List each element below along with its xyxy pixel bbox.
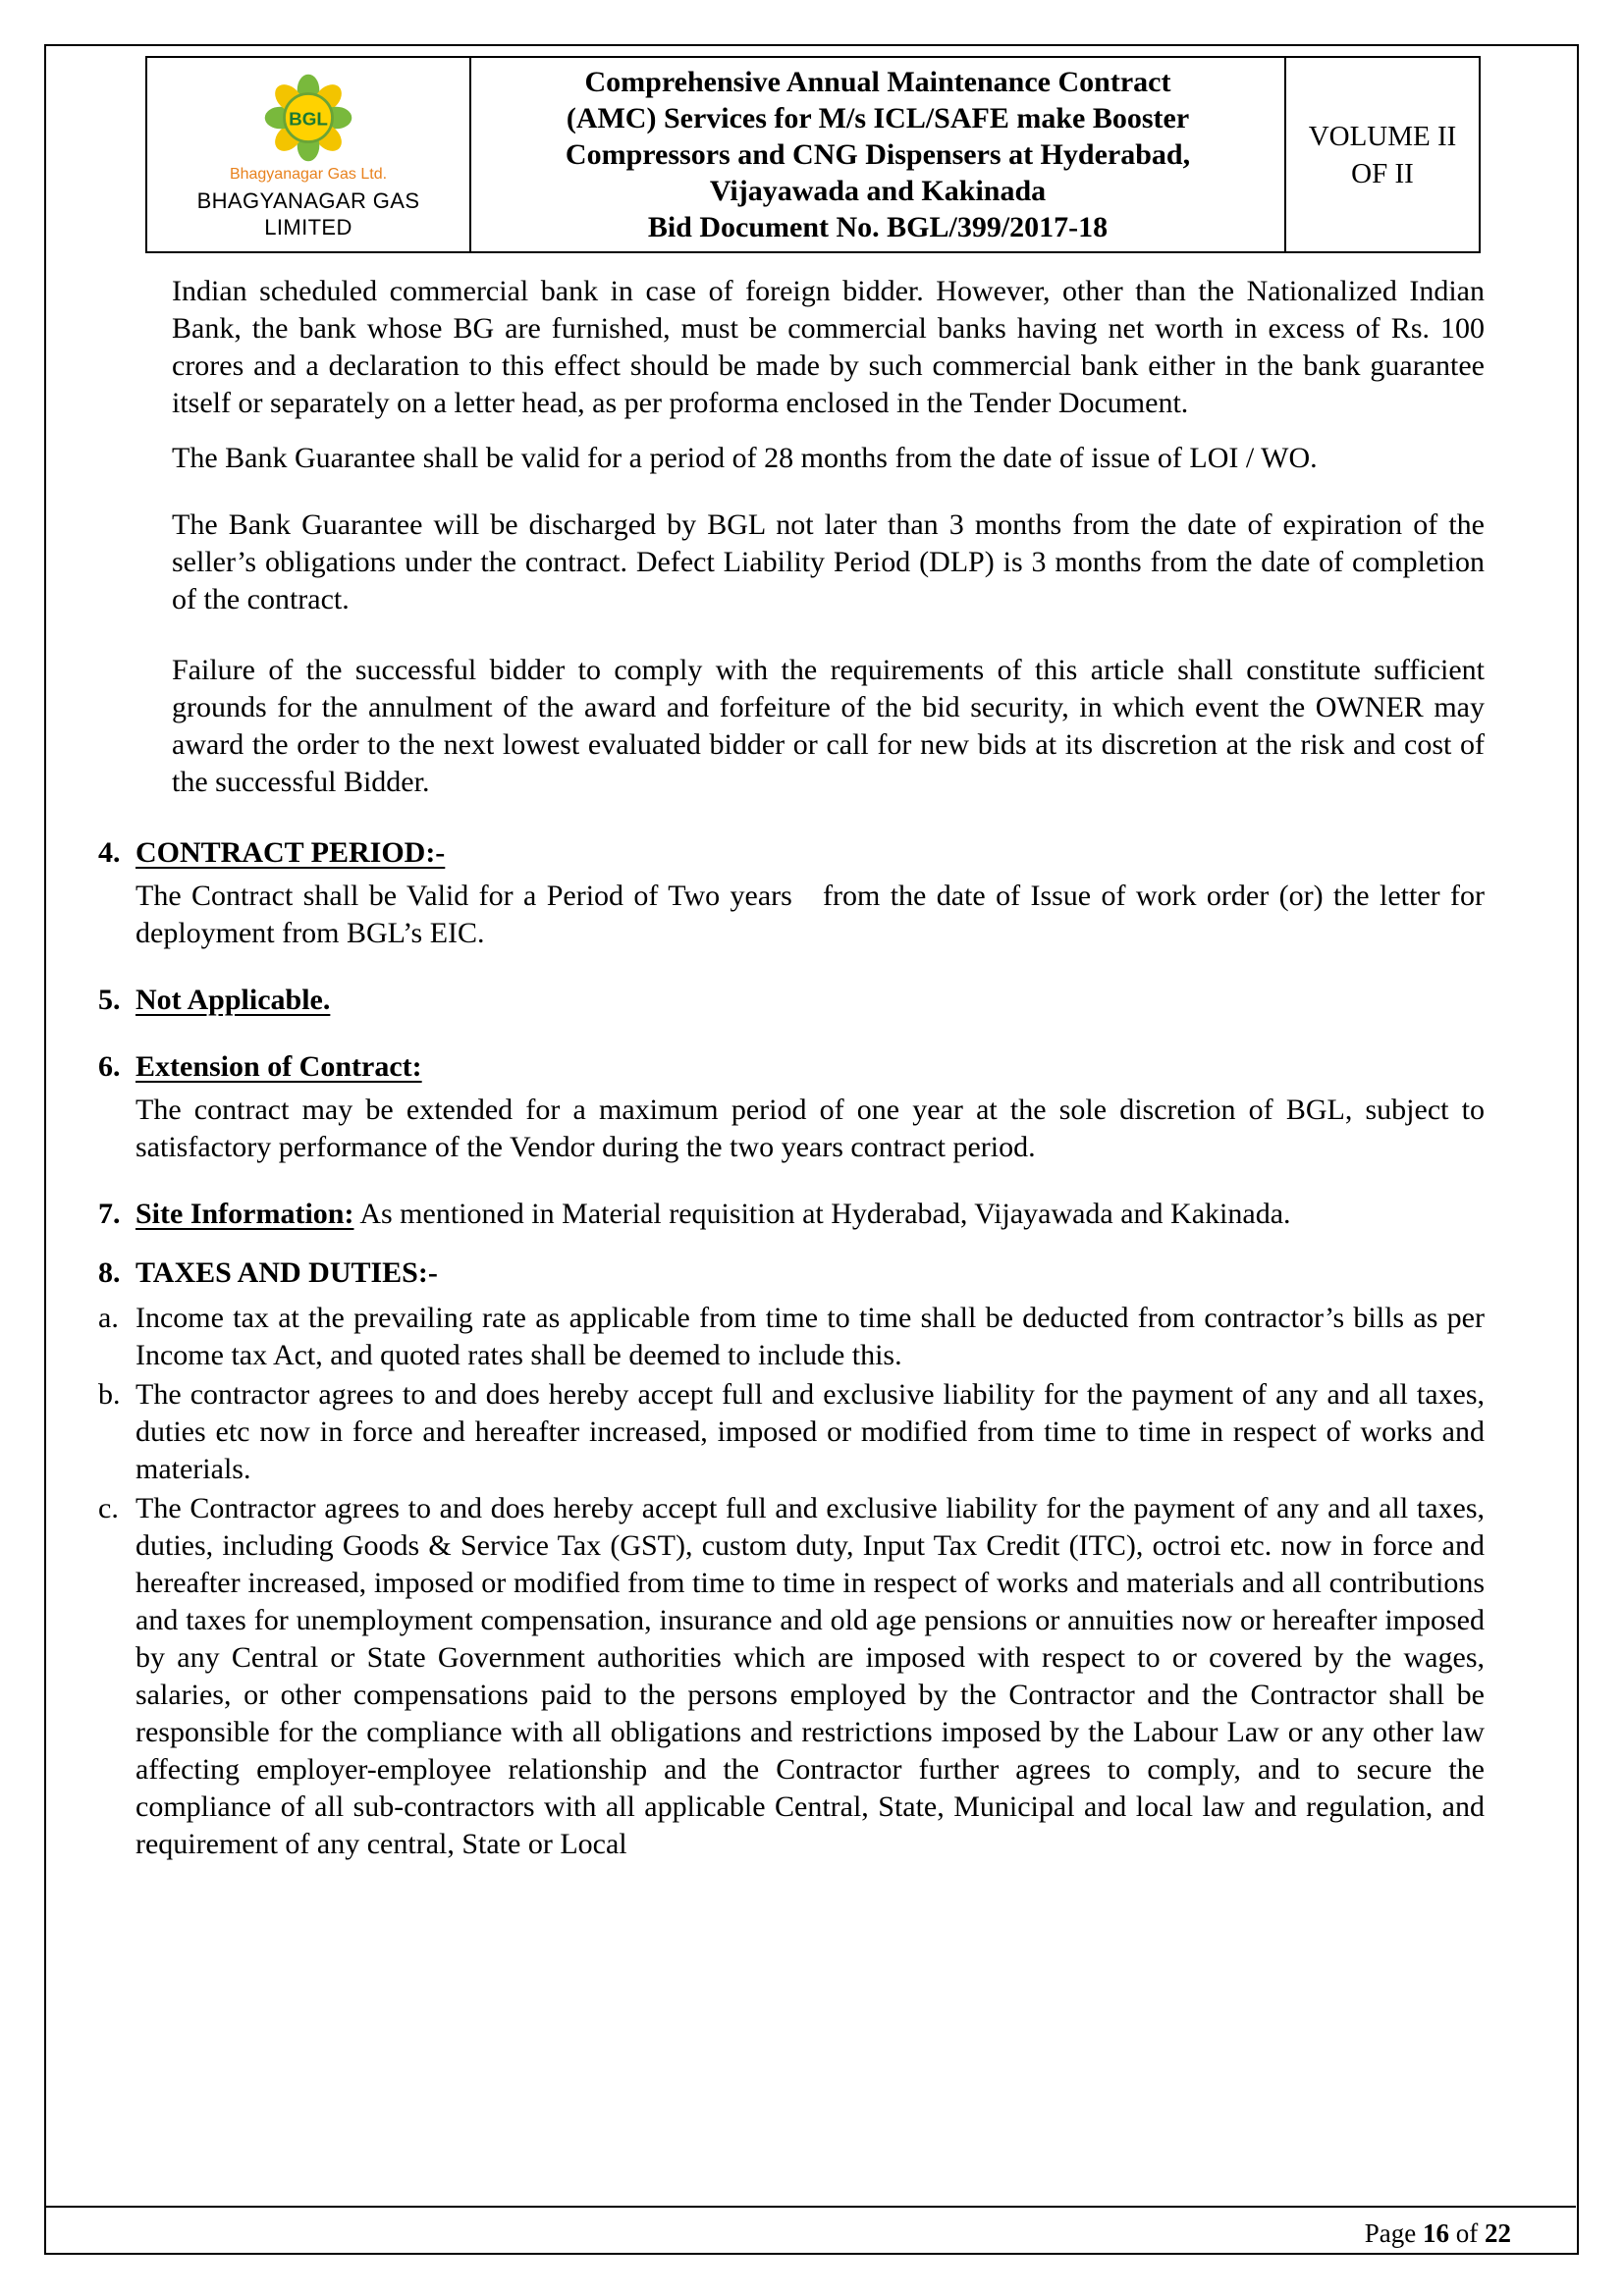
footer-total-pages: 22 [1485, 2218, 1511, 2248]
section-taxes-and-duties [98, 1255, 1485, 1292]
item-text: The Contractor agrees to and does hereby accept full and exclusive liability for the payment of any and all taxes, duties, including Goods & Service Tax (GST), custom duty, Input Tax Credit (ITC), octroi etc. now in force and hereafter increased, imposed or modified from time to time in respect of works and materials and all contributions and taxes for unemployment compensation, insurance and old age pensions or annuities now or hereafter imposed by any Central or State Government authorities which are imposed with respect to or covered by the wages, salaries, or other compensations paid to the persons employed by the Contractor and the Contractor shall be responsible for the compliance with all obligations and restrictions imposed by the Labour Law or any other law affecting employer-employee relationship and the Contractor further agrees to comply, and to secure the compliance of all sub-contractors with all applicable Central, State, Municipal and local law and regulation, and requirement of any central, State or Local [135, 1492, 1485, 1860]
document-title-line: (AMC) Services for M/s ICL/SAFE make Booster [566, 102, 1190, 134]
section-number: 4. [98, 836, 121, 869]
section-text [135, 1196, 1485, 1233]
item-label: a. [98, 1302, 119, 1334]
document-title-cell [470, 57, 1285, 252]
footer-prefix: Page [1364, 2218, 1423, 2248]
paragraph-bg-validity: The Bank Guarantee shall be valid for a period of 28 months from the date of issue of LOI / WO. [172, 442, 1318, 474]
company-name-line1: BHAGYANAGAR GAS [196, 187, 420, 213]
taxes-item-b [98, 1376, 1485, 1488]
document-title-line: Compressors and CNG Dispensers at Hyderabad, [565, 138, 1191, 171]
item-label: c. [98, 1492, 119, 1524]
paragraph-bg-discharge: The Bank Guarantee will be discharged by BGL not later than 3 months from the date of expiration of the seller’s obligations under the contract. Defect Liability Period (DLP) is 3 months from the date of completion of the contract. [172, 508, 1485, 615]
item-text: Income tax at the prevailing rate as applicable from time to time shall be deducted from contractor’s bills as per Income tax Act, and quoted rates shall be deemed to include this. [135, 1302, 1485, 1371]
section-text: The Contract shall be Valid for a Period of Two years from the date of Issue of work order (or) the letter for deployment from BGL’s EIC. [135, 880, 1492, 949]
section-text: The contract may be extended for a maximum period of one year at the sole discretion of BGL, subject to satisfactory performance of the Vendor during the two years contract period. [135, 1094, 1485, 1163]
section-not-applicable [98, 982, 1485, 1019]
item-text: The contractor agrees to and does hereby accept full and exclusive liability for the payment of any and all taxes, duties etc now in force and hereafter increased, imposed or modified from time to time in respect of works and materials. [135, 1378, 1485, 1485]
logo-cell [146, 57, 470, 252]
section-heading: Extension of Contract: [135, 1050, 422, 1083]
section-contract-period [98, 834, 1492, 952]
page-footer [46, 2206, 1576, 2249]
header-table [145, 56, 1481, 253]
volume-line2: OF II [1351, 157, 1414, 189]
taxes-item-a [98, 1300, 1485, 1374]
logo-monogram: BGL [289, 108, 328, 130]
logo-tagline: Bhagyanagar Gas Ltd. [229, 165, 388, 183]
section-extension [98, 1048, 1485, 1166]
company-name-line2: LIMITED [264, 214, 352, 240]
paragraph-bank-guarantee-banks: Indian scheduled commercial bank in case of foreign bidder. However, other than the Nationalized Indian Bank, the bank whose BG are furnished, must be commercial banks having net worth in excess of Rs. 100 crores and a declaration to this effect should be made by such commercial bank either in the bank guarantee itself or separately on a letter head, as per proforma enclosed in the Tender Document. [172, 275, 1485, 419]
document-title-line: Vijayawada and Kakinada [709, 175, 1047, 207]
paragraph-failure-to-comply: Failure of the successful bidder to comply with the requirements of this article shall constitute sufficient grounds for the annulment of the award and forfeiture of the bid security, in which event the OWNER may award the order to the next lowest evaluated bidder or call for new bids at its discretion at the risk and cost of the successful Bidder. [172, 654, 1485, 798]
page-border [44, 44, 1579, 2255]
footer-page-number: 16 [1423, 2218, 1449, 2248]
footer-of: of [1449, 2218, 1485, 2248]
bgl-logo-icon [260, 70, 356, 166]
section-number: 7. [98, 1198, 121, 1230]
section-heading: Site Information: [135, 1198, 354, 1230]
section-number: 6. [98, 1050, 121, 1083]
section-site-information [98, 1196, 1485, 1233]
section-heading: Not Applicable. [135, 984, 331, 1016]
section-number: 8. [98, 1256, 121, 1289]
item-label: b. [98, 1378, 121, 1411]
volume-cell [1285, 57, 1480, 252]
document-title-line: Comprehensive Annual Maintenance Contract [584, 66, 1171, 98]
document-body [98, 273, 1492, 1863]
volume-line1: VOLUME II [1308, 120, 1457, 152]
company-name [155, 187, 461, 240]
section-heading: TAXES AND DUTIES:- [135, 1256, 438, 1289]
section-heading: CONTRACT PERIOD:- [135, 836, 446, 869]
footer-page-text [1365, 2218, 1511, 2248]
taxes-item-c [98, 1490, 1485, 1863]
section-number: 5. [98, 984, 121, 1016]
section-text-inline: As mentioned in Material requisition at Hyderabad, Vijayawada and Kakinada. [353, 1198, 1291, 1230]
bid-document-number: Bid Document No. BGL/399/2017-18 [647, 211, 1109, 243]
